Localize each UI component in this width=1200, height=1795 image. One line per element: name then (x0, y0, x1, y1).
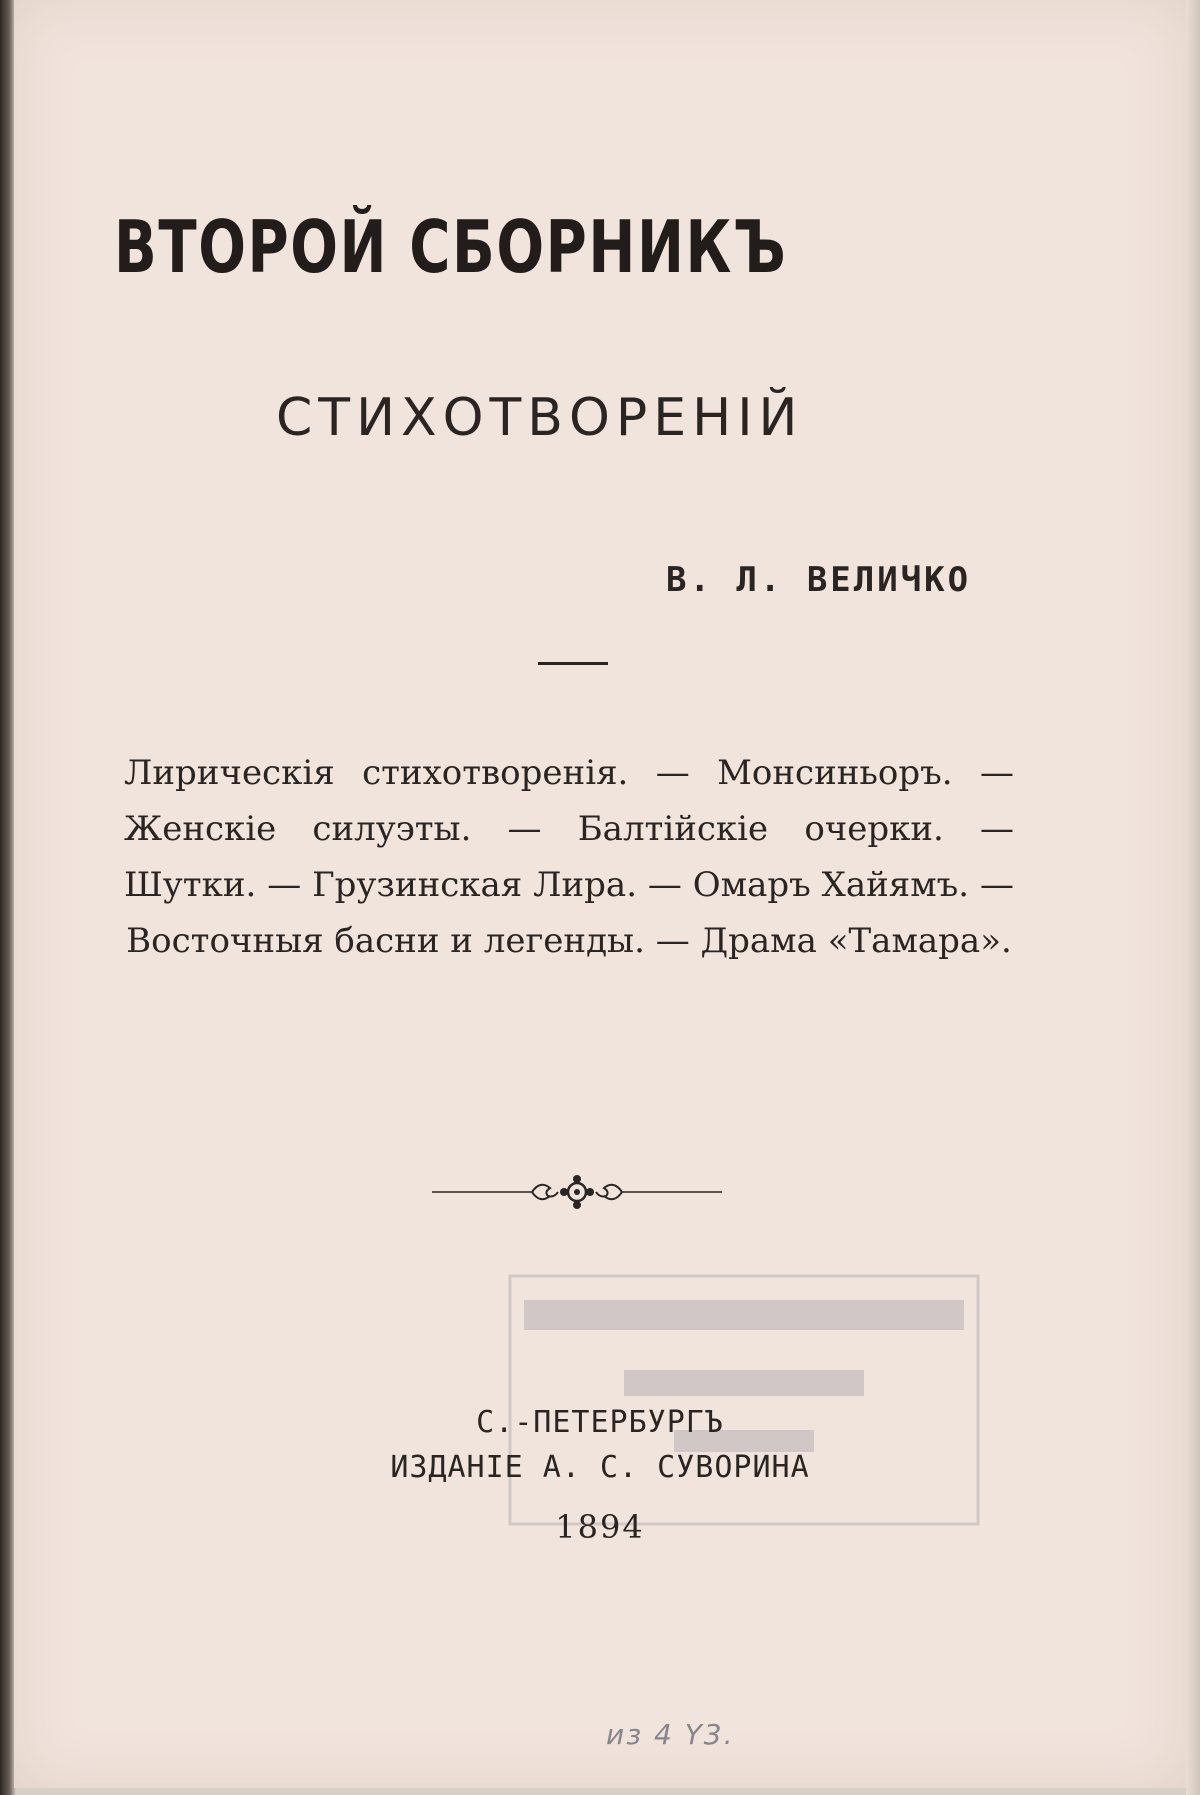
imprint-publisher: ИЗДАНІЕ А. С. СУВОРИНА (390, 1450, 810, 1485)
imprint-place: С.-ПЕТЕРБУРГЪ (476, 1405, 724, 1440)
pencil-note: из 4 Y3. (606, 1718, 735, 1751)
book-subtitle: СТИХОТВОРЕНІЙ (276, 388, 804, 448)
imprint-year: 1894 (555, 1508, 645, 1546)
library-stamp (504, 1270, 984, 1530)
page-edge (1186, 0, 1200, 1795)
title-page (14, 0, 1186, 1788)
author-name: В. Л. ВЕЛИЧКО (666, 560, 972, 600)
ornament-divider (432, 1170, 722, 1214)
book-title: ВТОРОЙ СБОРНИКЪ (114, 205, 788, 289)
contents-list: Лирическія стихотворенія. — Монсиньоръ. — Женскіе силуэты. — Балтійскіе очерки. — Шутки. — Грузинская Лира. — Омаръ Хайямъ. — Восточныя басни и легенды. — Драма «Тамара». (124, 753, 1014, 961)
divider-rule (538, 662, 608, 665)
